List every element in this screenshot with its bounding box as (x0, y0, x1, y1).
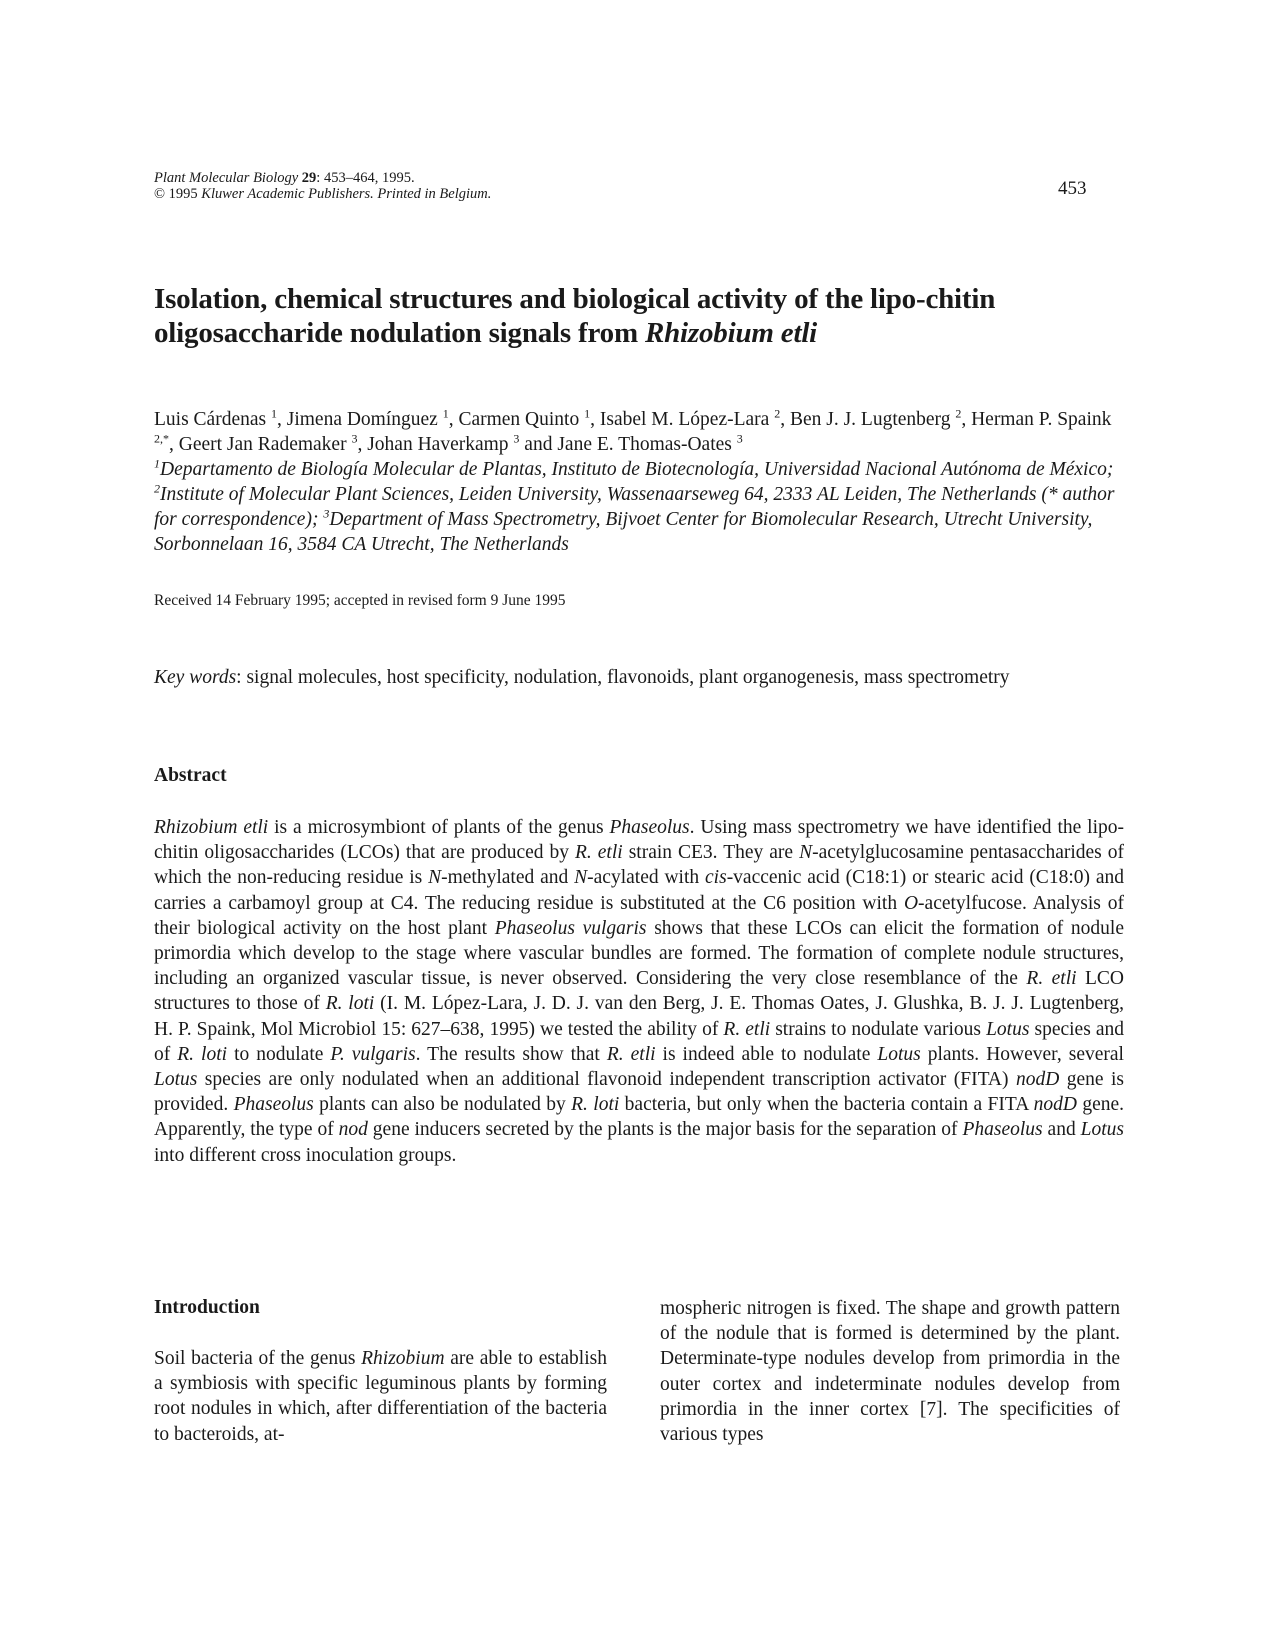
affiliation-text: Departamento de Biología Molecular de Plantas, Instituto de Biotecnología, Universidad Nacional Autónoma de México; (160, 459, 1114, 480)
abstract-text: LCO structures to those of (154, 968, 1124, 1015)
author-affiliation-marker: 1 (584, 406, 591, 421)
abstract-text: O (903, 892, 919, 914)
abstract-text: plants. However, several (920, 1043, 1124, 1065)
keywords-label: Key words (154, 667, 237, 688)
author-name: Jimena Domínguez (286, 409, 443, 430)
journal-volume: 29 (301, 170, 317, 186)
author (178, 431, 358, 455)
copyright: © 1995 (154, 186, 198, 202)
author (599, 406, 781, 430)
author-affiliation-marker: 3 (736, 431, 743, 446)
abstract-text: -methylated and (441, 867, 575, 889)
affiliation-text: Institute of Molecular Plant Sciences, Leiden University, Wassenaarseweg 64, 2333 AL Leiden, The Netherlands (* author for correspondence); (154, 484, 1115, 530)
abstract-text: R. loti (571, 1094, 620, 1116)
affiliation-marker: 2 (154, 481, 160, 496)
abstract-text: cis (705, 867, 727, 889)
abstract-text: is a microsymbiont of plants of the genus (268, 817, 610, 838)
abstract-text: Phaseolus (233, 1094, 314, 1116)
introduction-text: Rhizobium (361, 1348, 445, 1369)
abstract-text: Lotus (986, 1018, 1030, 1040)
journal-line-2 (154, 186, 491, 202)
author-affiliation-marker: 1 (270, 406, 277, 421)
abstract-text: gene inducers secreted by the plants is the major basis for the separation of (367, 1119, 963, 1141)
abstract-text: species and of (154, 1018, 1124, 1065)
page-number: 453 (1058, 178, 1087, 199)
abstract-text: -acetylglucosamine pentasaccharides of which the non-reducing residue is (154, 842, 1125, 889)
abstract-text: and (1042, 1119, 1081, 1141)
author (154, 406, 277, 430)
abstract-text: N (799, 842, 813, 864)
affiliation-text: Department of Mass Spectrometry, Bijvoet Center for Biomolecular Research, Utrecht University, Sorbonnelaan 16, 3584 CA Utrecht, The Netherlands (154, 509, 1093, 555)
keywords-text: : signal molecules, host specificity, nodulation, flavonoids, plant organogenesis, mass spectrometry (236, 667, 1010, 688)
author-name: Johan Haverkamp (367, 434, 514, 455)
abstract-text: Phaseolus (609, 817, 690, 838)
abstract-text: R. etli (606, 1043, 656, 1065)
author (286, 406, 449, 430)
journal-pages: : 453–464, 1995. (316, 170, 415, 186)
abstract-text: strains to nodulate various (770, 1018, 987, 1040)
abstract-text: strain CE3. They are (622, 842, 800, 864)
abstract-text: nod (338, 1119, 368, 1141)
abstract-text: plants can also be nodulated by (313, 1094, 572, 1116)
keywords (154, 665, 1084, 691)
affiliation-marker: 1 (154, 456, 160, 471)
author-name: Isabel M. López-Lara (599, 409, 775, 430)
abstract-heading: Abstract (154, 765, 227, 786)
author-affiliation-marker: 1 (442, 406, 449, 421)
abstract-text: -acylated with (587, 867, 706, 889)
author-affiliation-marker: 2 (955, 406, 962, 421)
introduction-text: are able to establish a symbiosis with specific leguminous plants by forming root nodules in which, after differentiation of the bacteria to bacteroids, at- (154, 1348, 607, 1445)
abstract-text: R. loti (177, 1043, 228, 1065)
abstract-text: R. etli (723, 1018, 771, 1040)
abstract-text: R. etli (1026, 968, 1077, 990)
abstract-text: . Using mass spectrometry we have identified the lipo-chitin oligosaccharides (LCOs) that are produced by (154, 817, 1125, 864)
author-affiliation-marker: 2 (774, 406, 781, 421)
abstract-text: Lotus (154, 1069, 198, 1091)
affiliations (154, 457, 1124, 557)
author-affiliation-marker: 3 (351, 431, 358, 446)
abstract-text: -vaccenic acid (C18:1) or stearic acid (C18:0) and carries a carbamoyl group at C4. The reducing residue is substituted at the C6 position with (154, 867, 1124, 914)
author-affiliation-marker: 2,* (154, 431, 169, 446)
journal-name: Plant Molecular Biology (154, 170, 299, 186)
abstract-text: N (428, 867, 442, 889)
abstract-text: is indeed able to nodulate (655, 1043, 878, 1065)
author-name: Jane E. Thomas-Oates (557, 434, 737, 455)
abstract-text: to nodulate (227, 1043, 331, 1065)
introduction-text: Soil bacteria of the genus (154, 1348, 362, 1369)
author-name: Geert Jan Rademaker (178, 434, 352, 455)
author (789, 406, 962, 430)
abstract-text: N (574, 867, 588, 889)
publisher: Kluwer Academic Publishers. Printed in Belgium. (201, 186, 492, 202)
abstract-text: -acetylfucose. Analysis of their biological activity on the host plant (154, 892, 1124, 939)
author-list: Luis Cárdenas $^1$, Jimena Domínguez $^1$, Carmen Quinto $^1$, Isabel M. López-Lara $^2$, Ben J. J. Lugtenberg $^2$, Herman P. Spaink $^{2,*}$, Geert Jan Rademaker $^3$, Johan Haverkamp $^3$ and Jane E. Thomas-Oates $^3$ (154, 406, 1112, 455)
abstract-text: shows that these LCOs can elicit the formation of nodule primordia which develop to the stage where vascular bundles are formed. The formation of complete nodule structures, including an organized vascular tissue, is never observed. Considering the very close resemblance of the (154, 917, 1124, 990)
title-taxon: Rhizobium etli (644, 317, 818, 349)
abstract-text: Lotus (877, 1043, 921, 1065)
affiliation-marker: 3 (323, 506, 330, 521)
abstract-text: gene is provided. (154, 1069, 1124, 1116)
abstract-text: gene. Apparently, the type of (154, 1094, 1125, 1141)
introduction-heading: Introduction (154, 1297, 260, 1318)
author (458, 406, 591, 430)
author-name: Ben J. J. Lugtenberg (789, 409, 956, 430)
received-dates: Received 14 February 1995; accepted in revised form 9 June 1995 (154, 592, 566, 609)
author-affiliation-marker: 3 (513, 431, 520, 446)
title-main: Isolation, chemical structures and biological activity of the lipo-chitin oligosaccharide nodulation signals from (154, 283, 996, 349)
abstract-text: R. loti (325, 993, 375, 1015)
paper-title (154, 282, 1114, 350)
abstract-text: (I. M. López-Lara, J. D. J. van den Berg, J. E. Thomas Oates, J. Glushka, B. J. J. Lugtenberg, H. P. Spaink, Mol Microbiol 15: 627–638, 1995) we tested the ability of (154, 993, 1125, 1040)
abstract-text: nodD (1015, 1069, 1060, 1091)
abstract-text: . The results show that (415, 1043, 607, 1065)
author-name: Carmen Quinto (458, 409, 585, 430)
abstract-text: P. vulgaris (330, 1043, 416, 1065)
abstract-text: species are only nodulated when an additional flavonoid independent transcription activator (FITA) (197, 1069, 1016, 1091)
abstract-text: Rhizobium etli (154, 817, 269, 838)
abstract-text: into different cross inoculation groups. (154, 1144, 457, 1166)
introduction-left-column (154, 1346, 607, 1447)
abstract-text: R. etli (575, 842, 623, 864)
abstract-text: Lotus (1080, 1119, 1124, 1141)
author-name: Luis Cárdenas (154, 409, 271, 430)
journal-line-1 (154, 170, 491, 186)
abstract-text: nodD (1033, 1094, 1077, 1116)
abstract-text: bacteria, but only when the bacteria contain a FITA (619, 1094, 1034, 1116)
abstract-body (154, 815, 1124, 1168)
abstract-text: Phaseolus (962, 1119, 1043, 1141)
author (557, 431, 743, 455)
author-name: Herman P. Spaink (971, 409, 1112, 430)
introduction-right-column: mospheric nitrogen is fixed. The shape and growth pattern of the nodule that is formed is determined by the plant. Determinate-type nodules develop from primordia in the outer cortex and indeterminate nodules develop from primordia in the inner cortex [7]. The specificities of various types (660, 1298, 1120, 1446)
abstract-text: Phaseolus vulgaris (494, 917, 647, 939)
journal-citation (154, 170, 491, 202)
author (367, 431, 520, 455)
